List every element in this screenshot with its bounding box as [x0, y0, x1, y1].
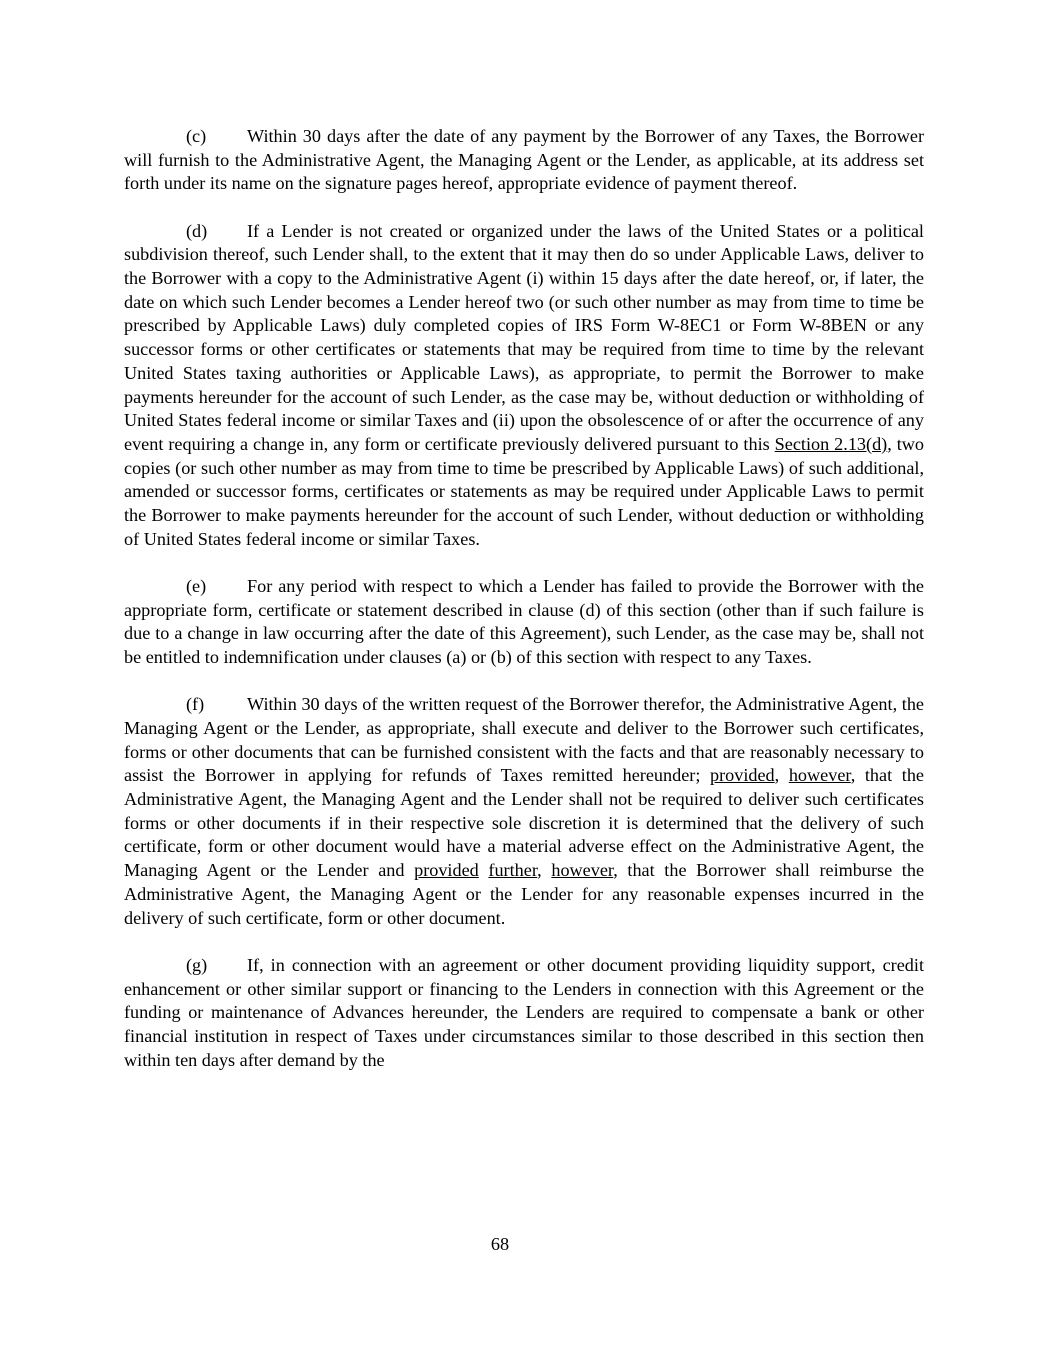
paragraph-c: [124, 125, 924, 196]
paragraph-text: , that the Administrative Agent, the Managing Agent and the Lender shall not be required to deliver such certificates forms or other documents if in their respective sole discretion it is determined that the delivery of such certificate, form or other document would have a material adverse effect on the Administrative Agent, the Managing Agent or the Lender and: [124, 765, 924, 881]
punctuation: ,: [537, 860, 552, 881]
paragraph-text: Within 30 days after the date of any payment by the Borrower of any Taxes, the Borrower will furnish to the Administrative Agent, the Managing Agent or the Lender, as applicable, at its address set forth under its name on the signature pages hereof, appropriate evidence of payment thereof.: [124, 126, 924, 194]
paragraph-text: If, in connection with an agreement or other document providing liquidity support, credit enhancement or other similar support or financing to the Lenders in connection with this Agreement or the funding or maintenance of Advances hereunder, the Lenders are required to compensate a bank or other financial institution in respect of Taxes under circumstances similar to those described in this section then within ten days after demand by the: [124, 954, 924, 1070]
paragraph-d: [124, 220, 924, 552]
underlined-term: provided: [710, 765, 775, 786]
paragraph-f: [124, 693, 924, 930]
paragraph-text: For any period with respect to which a Lender has failed to provide the Borrower with the appropriate form, certificate or statement described in clause (d) of this section (other than if such failure is due to a change in law occurring after the date of this Agreement), such Lender, as the case may be, shall not be entitled to indemnification under clauses (a) or (b) of this section with respect to any Taxes.: [124, 575, 924, 668]
paragraph-text: , that the Borrower shall reimburse the Administrative Agent, the Managing Agent or the Lender for any reasonable expenses incurred in the delivery of such certificate, form or other document.: [124, 860, 925, 928]
paragraph-label: (f): [186, 694, 205, 715]
document-page: [124, 125, 924, 1072]
paragraph-text: , two copies (or such other number as may from time to time be prescribed by Applicable Laws) of such additional, amended or successor forms, certificates or statements as may be required under Applicable Laws to permit the Borrower to make payments hereunder for the account of such Lender, without deduction or withholding of United States federal income or similar Taxes.: [124, 433, 925, 549]
paragraph-text: Within 30 days of the written request of the Borrower therefor, the Administrative Agent, the Managing Agent or the Lender, as appropriate, shall execute and deliver to the Borrower such certificates, forms or other documents that can be furnished consistent with the facts and that are reasonably necessary to assist the Borrower in applying for refunds of Taxes remitted hereunder;: [124, 694, 924, 786]
paragraph-label: (c): [186, 126, 207, 146]
underlined-term: however: [788, 765, 851, 786]
paragraph-g: [124, 954, 924, 1073]
section-reference: Section 2.13(d): [774, 433, 888, 454]
page-number: 68: [490, 1234, 510, 1254]
paragraph-text: If a Lender is not created or organized under the laws of the United States or a political subdivision thereof, such Lender shall, to the extent that it may then do so under Applicable Laws, deliver to the Borrower with a copy to the Administrative Agent (i) within 15 days after the date hereof, or, if later, the date on which such Lender becomes a Lender hereof two (or such other number as may from time to time be prescribed by Applicable Laws) duly completed copies of IRS Form W-8EC1 or Form W-8BEN or any successor forms or other certificates or statements that may be required from time to time by the relevant United States taxing authorities or Applicable Laws), as appropriate, to permit the Borrower to make payments hereunder for the account of such Lender, as the case may be, without deduction or withholding of United States federal income or similar Taxes and (ii) upon the obsolescence of or after the occurrence of any event requiring a change in, any form or certificate previously delivered pursuant to this: [124, 220, 924, 454]
underlined-term: provided: [414, 860, 479, 881]
paragraph-e: [124, 575, 924, 670]
paragraph-label: (g): [186, 954, 208, 975]
paragraph-label: (e): [186, 575, 207, 596]
underlined-term: however: [551, 860, 614, 881]
paragraph-label: (d): [186, 220, 208, 241]
underlined-term: further: [488, 860, 538, 881]
punctuation: [479, 860, 489, 880]
punctuation: ,: [774, 765, 789, 786]
